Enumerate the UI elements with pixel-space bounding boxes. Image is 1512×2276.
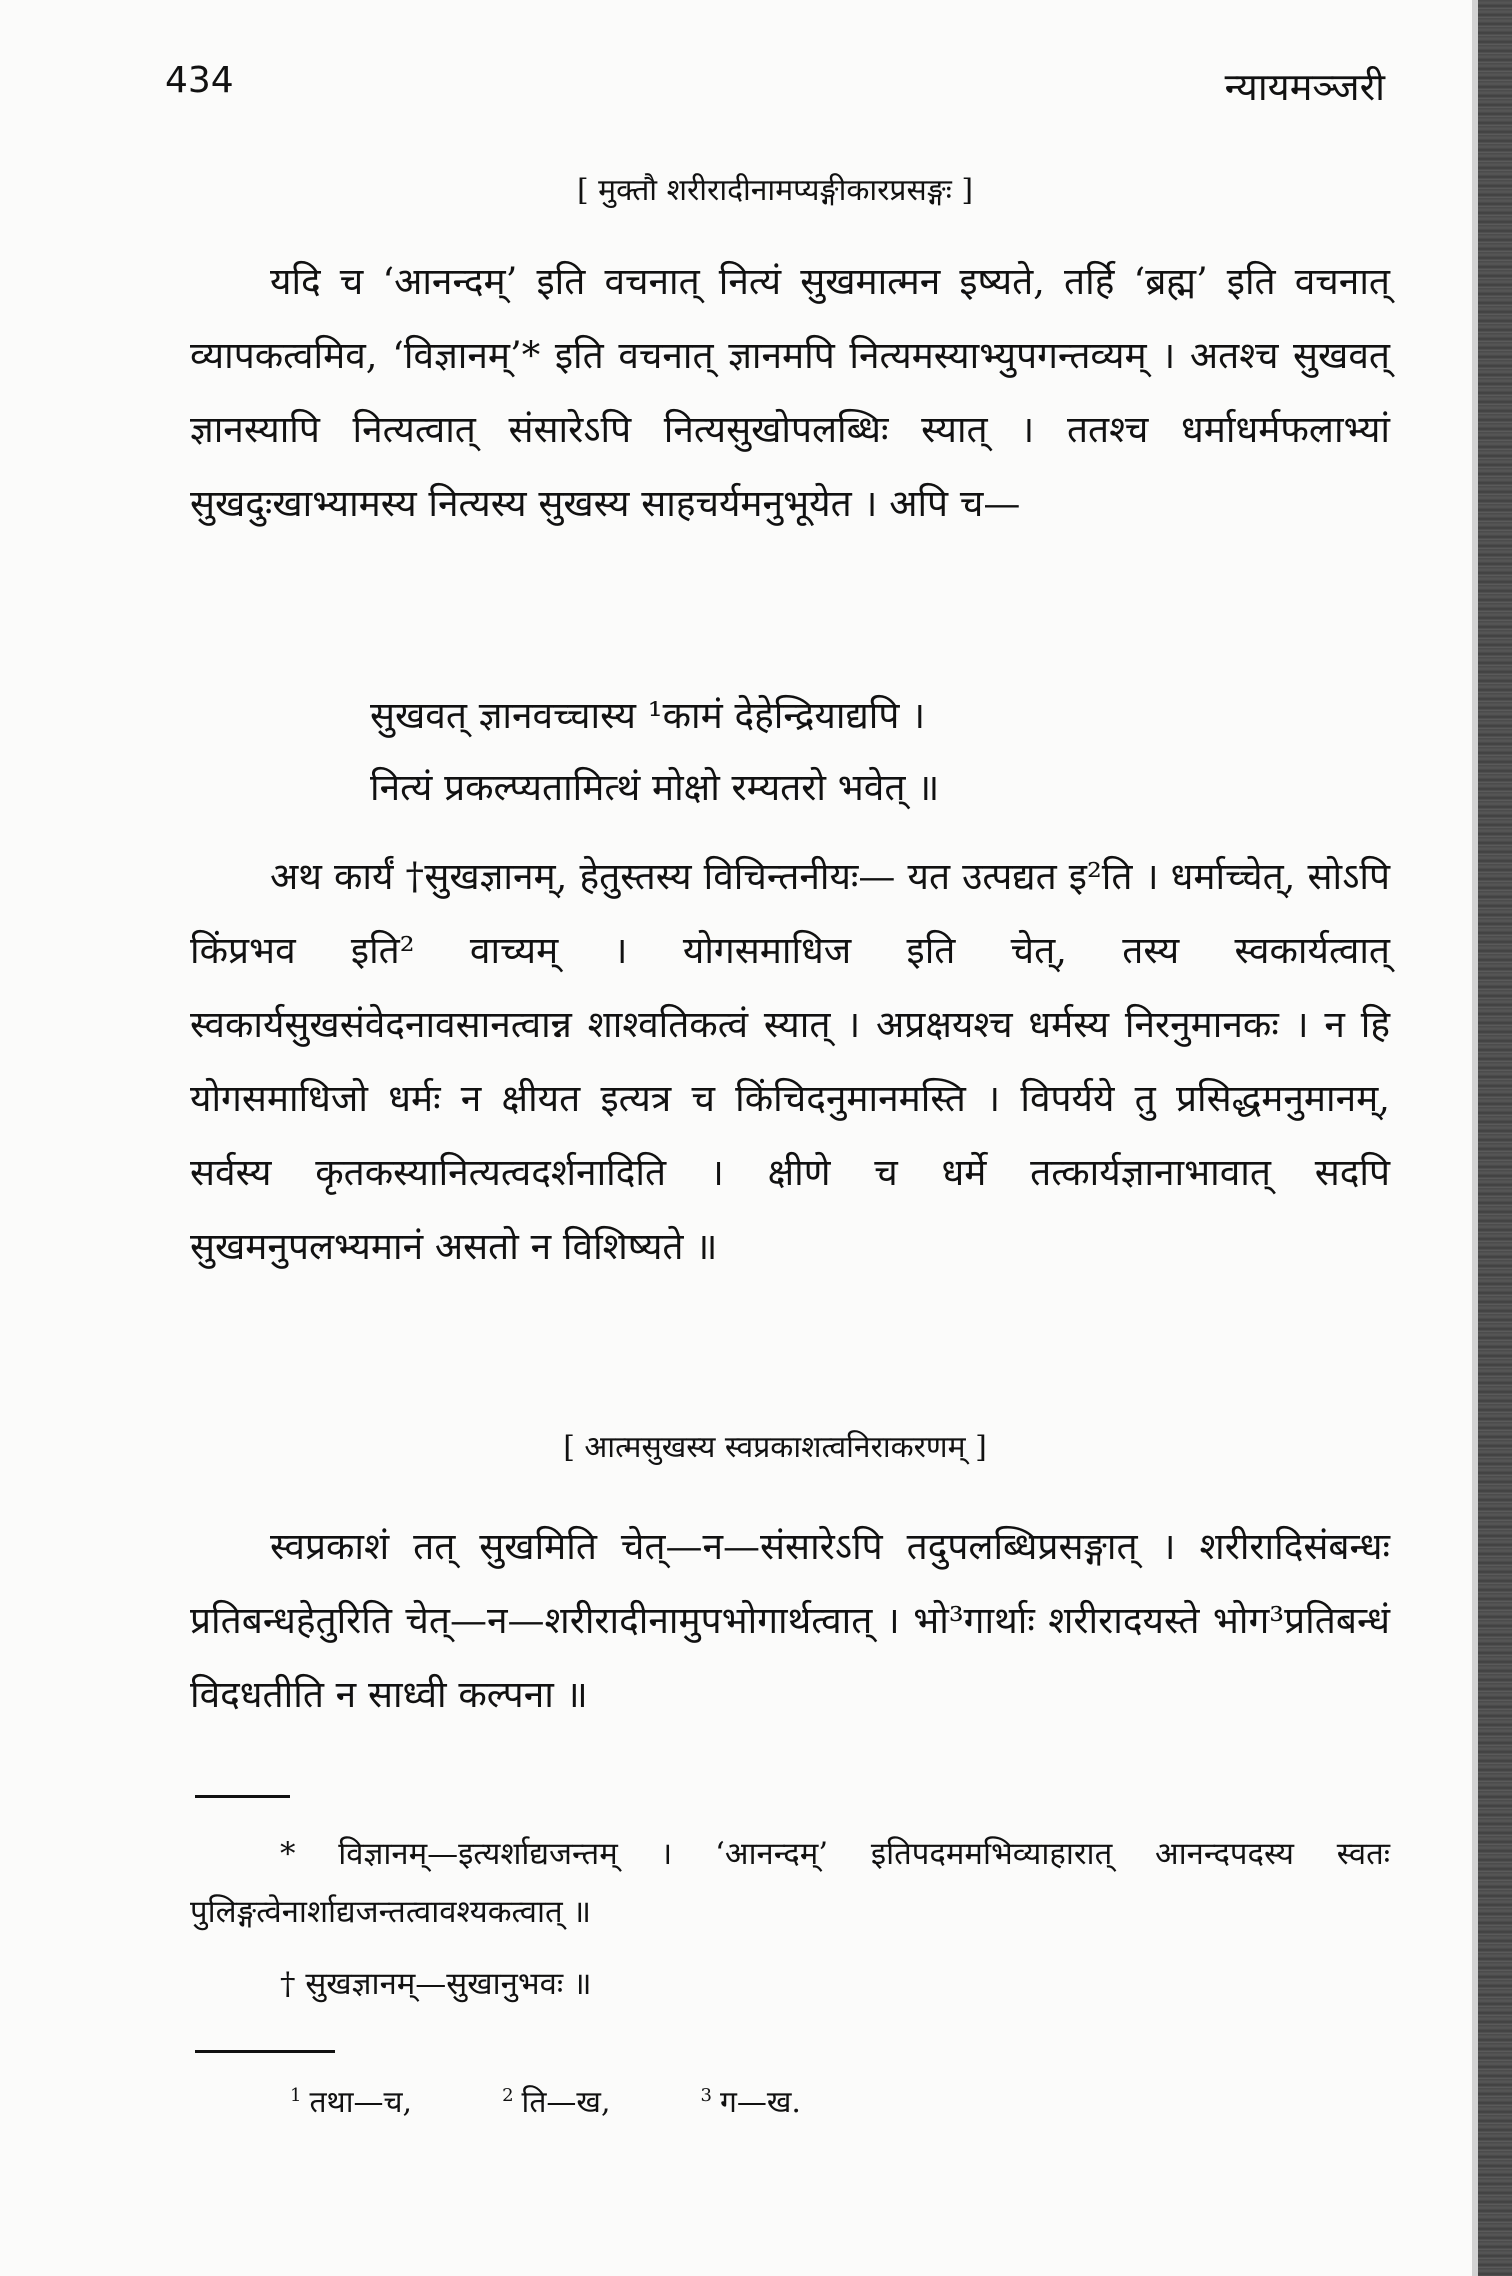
variant-mark-1: 1 [290, 2085, 302, 2106]
running-title: न्यायमञ्जरी [1224, 65, 1385, 109]
section-heading-1: [ मुक्तौ शरीरादीनामप्यङ्गीकारप्रसङ्गः ] [576, 173, 974, 208]
footnote-star: * विज्ञानम्—इत्यर्शाद्यजन्तम् । ‘आनन्दम्’ इतिपदममभिव्याहारात् आनन्दपदस्य स्वतः पुलिङ्गत्वेनार्शाद्यजन्तत्वावश्यकत्वात् ॥ [190, 1836, 1390, 1930]
page-header [165, 60, 1385, 120]
book-binding-edge [1478, 0, 1512, 2276]
variant-readings [290, 2080, 1090, 2121]
variant-text-2: ति—ख, [521, 2085, 611, 2120]
variant-mark-3: 3 [700, 2085, 712, 2106]
variant-text-1: तथा—च, [309, 2085, 413, 2120]
page-number: 434 [165, 60, 234, 101]
footnote-rule [195, 1795, 290, 1798]
footnote-dagger: † सुखज्ञानम्—सुखानुभवः ॥ [280, 1966, 592, 2002]
verse-block [370, 680, 1270, 824]
variant-reading-2 [502, 2080, 610, 2121]
verse-line-1: सुखवत् ज्ञानवच्चास्य ¹कामं देहेन्द्रियाद्यपि । [370, 694, 926, 737]
variant-reading-1 [290, 2080, 412, 2121]
paragraph-2: अथ कार्यं †सुखज्ञानम्, हेतुस्तस्य विचिन्तनीयः— यत उत्पद्यत इ²ति । धर्माच्चेत्, सोऽपि किंप्रभव इति² वाच्यम् । योगसमाधिज इति चेत्, तस्य स्वकार्यत्वात् स्वकार्यसुखसंवेदनावसानत्वान्न शाश्वतिकत्वं स्यात् । अप्रक्षयश्च धर्मस्य निरनुमानकः । न हि योगसमाधिजो धर्मः न क्षीयत इत्यत्र च किंचिदनुमानमस्ति । विपर्यये तु प्रसिद्धमनुमानम्, सर्वस्य कृतकस्यानित्यत्वदर्शनादिति । क्षीणे च धर्मे तत्कार्यज्ञानाभावात् सदपि सुखमनुपलभ्यमानं असतो न विशिष्यते ॥ [190, 855, 1390, 1268]
verse-line-2: नित्यं प्रकल्प्यतामित्थं मोक्षो रम्यतरो भवेत् ॥ [370, 766, 940, 809]
variants-rule [195, 2050, 335, 2053]
variant-mark-2: 2 [502, 2085, 514, 2106]
variant-text-3: ग—ख. [719, 2085, 801, 2120]
variant-reading-3 [701, 2080, 801, 2121]
paragraph-3: स्वप्रकाशं तत् सुखमिति चेत्—न—संसारेऽपि तदुपलब्धिप्रसङ्गात् । शरीरादिसंबन्धः प्रतिबन्धहेतुरिति चेत्—न—शरीरादीनामुपभोगार्थत्वात् । भो³गार्थाः शरीरादयस्ते भोग³प्रतिबन्धं विदधतीति न साध्वी कल्पना ॥ [190, 1525, 1390, 1716]
section-heading-2: [ आत्मसुखस्य स्वप्रकाशत्वनिराकरणम् ] [563, 1430, 987, 1465]
paragraph-1: यदि च ‘आनन्दम्’ इति वचनात् नित्यं सुखमात्मन इष्यते, तर्हि ‘ब्रह्म’ इति वचनात् व्यापकत्वमिव, ‘विज्ञानम्’* इति वचनात् ज्ञानमपि नित्यमस्याभ्युपगन्तव्यम् । अतश्च सुखवत् ज्ञानस्यापि नित्यत्वात् संसारेऽपि नित्यसुखोपलब्धिः स्यात् । ततश्च धर्माधर्मफलाभ्यां सुखदुःखाभ्यामस्य नित्यस्य सुखस्य साहचर्यमनुभूयेत । अपि च— [190, 260, 1390, 525]
